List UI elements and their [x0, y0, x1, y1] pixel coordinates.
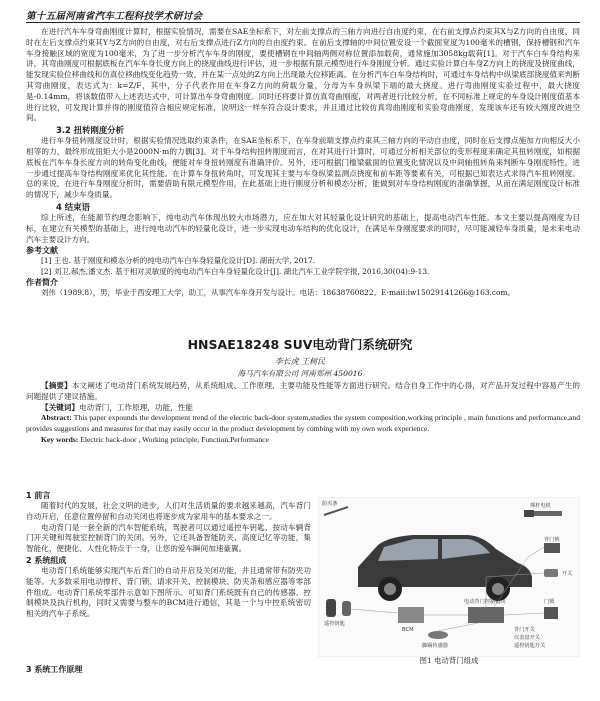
abstract-cn [26, 381, 580, 403]
section-2-para-1: 电动背门系统能够实现汽车后背门的自动开启及关闭功能，并且通常带有防夹功能等。大多数采用电动撑杆、背门锁、请求开关、控制模块、防夹条和感应器等零部件组成。电动背门系统零部件示意如下图所示。可知背门系统既有自己的传感器、控制模块及执行机构，同时又需要与整车的BCM进行通信，其是一个与中控系统密切相关的汽车子系统。 [26, 565, 311, 619]
keywords-cn-label: 【关键词】 [41, 402, 79, 412]
prev-paper-body [26, 27, 580, 299]
abstract-en-label: Abstract: [41, 413, 72, 423]
abstract-cn-label: 【摘要】 [41, 381, 72, 390]
door-lock-icon [544, 543, 560, 553]
paper-affiliation: 海马汽车有限公司 河南郑州 450016 [237, 369, 363, 378]
author-intro-text: 刘伟（1989.8），男，毕业于西安理工大学，助工，从事汽车车身开发与设计。电话：18638760822。E-mail:lw15029141266@163.com。 [41, 288, 515, 298]
references-title: 参考文献 [26, 246, 58, 256]
label-strut-motor: 撑杆电机 [530, 503, 551, 509]
label-bcm: BCM [402, 627, 414, 633]
left-column [26, 490, 311, 620]
label-remote-key: 遥控钥匙 [324, 621, 345, 627]
section-1-para-2: 电动背门是一套全新的汽车智能系统，驾驶者可以通过遥控车钥匙、按动车辆背门开关键和驾驶室控制背门的关闭。另外，它还具备智能防夹、高度记忆等功能，集智能化、便捷化、人性化特点于一身，让您的爱车瞬间加速豪翼。 [26, 522, 311, 554]
section-4-title: 4 结束语 [56, 201, 90, 212]
keywords-en-label: Key words: [41, 434, 79, 444]
running-header: 第十五届河南省汽车工程科技学术研讨会 [26, 11, 203, 22]
author-intro-title: 作者简介 [26, 278, 58, 288]
label-tailgate-switch: 背门开关 [514, 627, 535, 633]
abstract-en [26, 413, 580, 435]
label-dash-switch: 仪表盘开关 [514, 635, 540, 641]
keywords-cn-text: 电动背门，工作原理，功能，性能 [78, 402, 193, 412]
header-rule [26, 22, 580, 23]
section-4-text: 综上所述，在能源节约理念影响下，纯电动汽车体现出较大市场潜力，应在加大对其轻量化设计研究的基础上，提高电动汽车性能。本文主要以提高刚度为目标，在建立有关模型的基础上，进行纯电动汽车的轻量化设计，进一步实现电动车结构的优化设计，在满足车身刚度要求的同时，尽可能减轻车身质量，是未来电动汽车主要设计方向。 [26, 212, 580, 244]
label-key-switch: 遥控钥匙开关 [514, 643, 546, 649]
bcm-module-icon [398, 607, 424, 623]
label-kick-sensor: 脚踢传感器 [422, 643, 448, 649]
paper-authors: 李长虎 王树民 [274, 357, 326, 366]
bottom-section [26, 664, 580, 675]
section-1-title: 1 前言 [26, 491, 51, 500]
keywords-cn [26, 403, 580, 414]
abstract-block [26, 381, 580, 446]
label-switch: 开关 [562, 571, 573, 577]
section-1-para-1: 随着时代的发展，社会文明的进步，人们对生活质量的要求越来越高，汽车背门自动开启，任意位置停留和自动关闭也将逐步成为家用车的基本要求之一。 [26, 501, 311, 521]
reference-2: [2] 刘卫,郝杰,潘文杰. 基于相对灵敏度的纯电动汽车白车身轻量化设计[J]. 湖北汽车工业学院学报, 2016,30(04):9-13. [41, 266, 430, 276]
reference-1: [1] 王也. 基于刚度和模态分析的纯电动汽车白车身轻量化设计[D]. 湖南大学, 2017. [41, 256, 316, 266]
switch-icon [544, 569, 558, 577]
label-anti-pinch: 防夹条 [322, 501, 338, 507]
section-2-title: 2 系统组成 [26, 555, 67, 565]
kick-sensor-icon [428, 631, 448, 639]
abstract-cn-text: 本文阐述了电动背门系统发展趋势，从系统组成、工作原理、主要功能及性能等方面进行研究。结合自身工作中的心得，对产品开发过程中容易产生的问题提供了建议措施。 [26, 381, 580, 401]
figure-1-illustration [318, 497, 580, 657]
lock-icon [544, 607, 558, 619]
label-door-lock: 背门锁 [544, 537, 560, 543]
keywords-en [26, 435, 580, 446]
section-3-2-text: 进行车身扭转刚度设计时，根据实验情况选取约束条件，在SAE坐标系下，在车身前端支撑点约束其三轴方向的平动自由度，同时在后支撑点施加方向相反大小相等的力，最终形成扭矩大小是2000N·m的力偶[3]。对于车身结构扭转刚度而言，在对其进行计算时，可通过分析相关部位的变形程度来确定其扭转刚度，如根据底板在汽车车身长度方向的转角变化曲线，便能对车身扭转刚度有准确评价。另外，还可根据门槛梁截面的位置变化情况以及中间轴扭转角来判断车身刚度特性，进一步通过提高车身结构刚度来优化其性能。在计算车身扭转角时，可发现其主要与车身纵梁监测点挠度和前车距等要素有关，可根据已知表达式求得汽车扭转刚度。总的来说，在进行车身刚度分析时，需要借助有限元模型作用，在此基础上进行刚度分析和模态分析，能做到对车身结构刚度的准确掌握，从而在满足刚度设计标准的情况下，减少车身质量。 [26, 136, 580, 200]
figure-1-caption: 图1 电动背门组成 [419, 656, 479, 665]
strut-motor-icon [524, 510, 562, 517]
keywords-en-text: Electric back-door , Working principle, Function,Performance [80, 434, 269, 444]
label-lock: 门锁 [544, 599, 555, 605]
label-control-module: 电动背门控制模块 [464, 599, 506, 605]
figure-1 [318, 497, 580, 657]
paper-title: HNSAE18248 SUV电动背门系统研究 [187, 337, 413, 352]
control-module-icon [468, 607, 504, 623]
section-3-title: 3 系统工作原理 [26, 665, 83, 674]
prev-intro-paragraph: 在进行汽车车身弯曲刚度计算时，根据实验情况，需要在SAE坐标系下，对左前支撑点的三轴方向进行自由度约束，在右前支撑点约束其X与Z方向的自由度，同时在左后支撑点约束其Y与Z方向的自由度，对右后支撑点进行Z方向的自由度约束。在前后支撑轴的中间位置安设一个截面宽度为100毫米的槽钢，保持槽钢和汽车车身接触区域的宽度为100毫米，为了进一步分析汽车车身的刚度，要使槽钢在中间轴两侧对称位置添加载荷，通常施加3058kg载荷[1]。对于汽车白车身结构来讲，其弯曲刚度可根据底板在汽车车身长度方向上的挠度曲线进行评估，进一步根据有限元模型进行车身刚度分析。通过实验计算白车身Z方向上的挠度及挠度曲线，能发现实验位移曲线和仿真位移曲线变化趋势一致，并在某一点处的Z方向上出现最大位移距离。在分析汽车白车身结构时，可通过车身结构中纵梁底部挠度值来判断其弯曲刚度，表达式为：k=Z/F，其中，分子代表作用在车身Z方向的荷载分量，分母为车身纵梁下端的最大挠度。进行弯曲刚度实验过程中，最大挠度是-0.14mm，将该数值带入上述表达式中，可计算出车身弯曲刚度。同时还将要计算仿真弯曲刚度，对两者进行比较分析，在不同标准上规定的车身设计刚度值基本进行比较，可发现计算并得的刚度值符合相应规定标准，说明这一样车符合设计要求，并且通过比较仿真弯曲刚度和实验弯曲刚度，发现该车还有较大刚度改进空间。 [26, 27, 580, 123]
abstract-en-text: This paper expounds the development trend of the electric back-door system,studies the system composition,working principle , main functions and performance,and provides suggestions and measures for that may easily occur in the product development by combing with my own work experience. [26, 413, 581, 434]
section-3-2-title: 3.2 扭转刚度分析 [56, 125, 125, 136]
